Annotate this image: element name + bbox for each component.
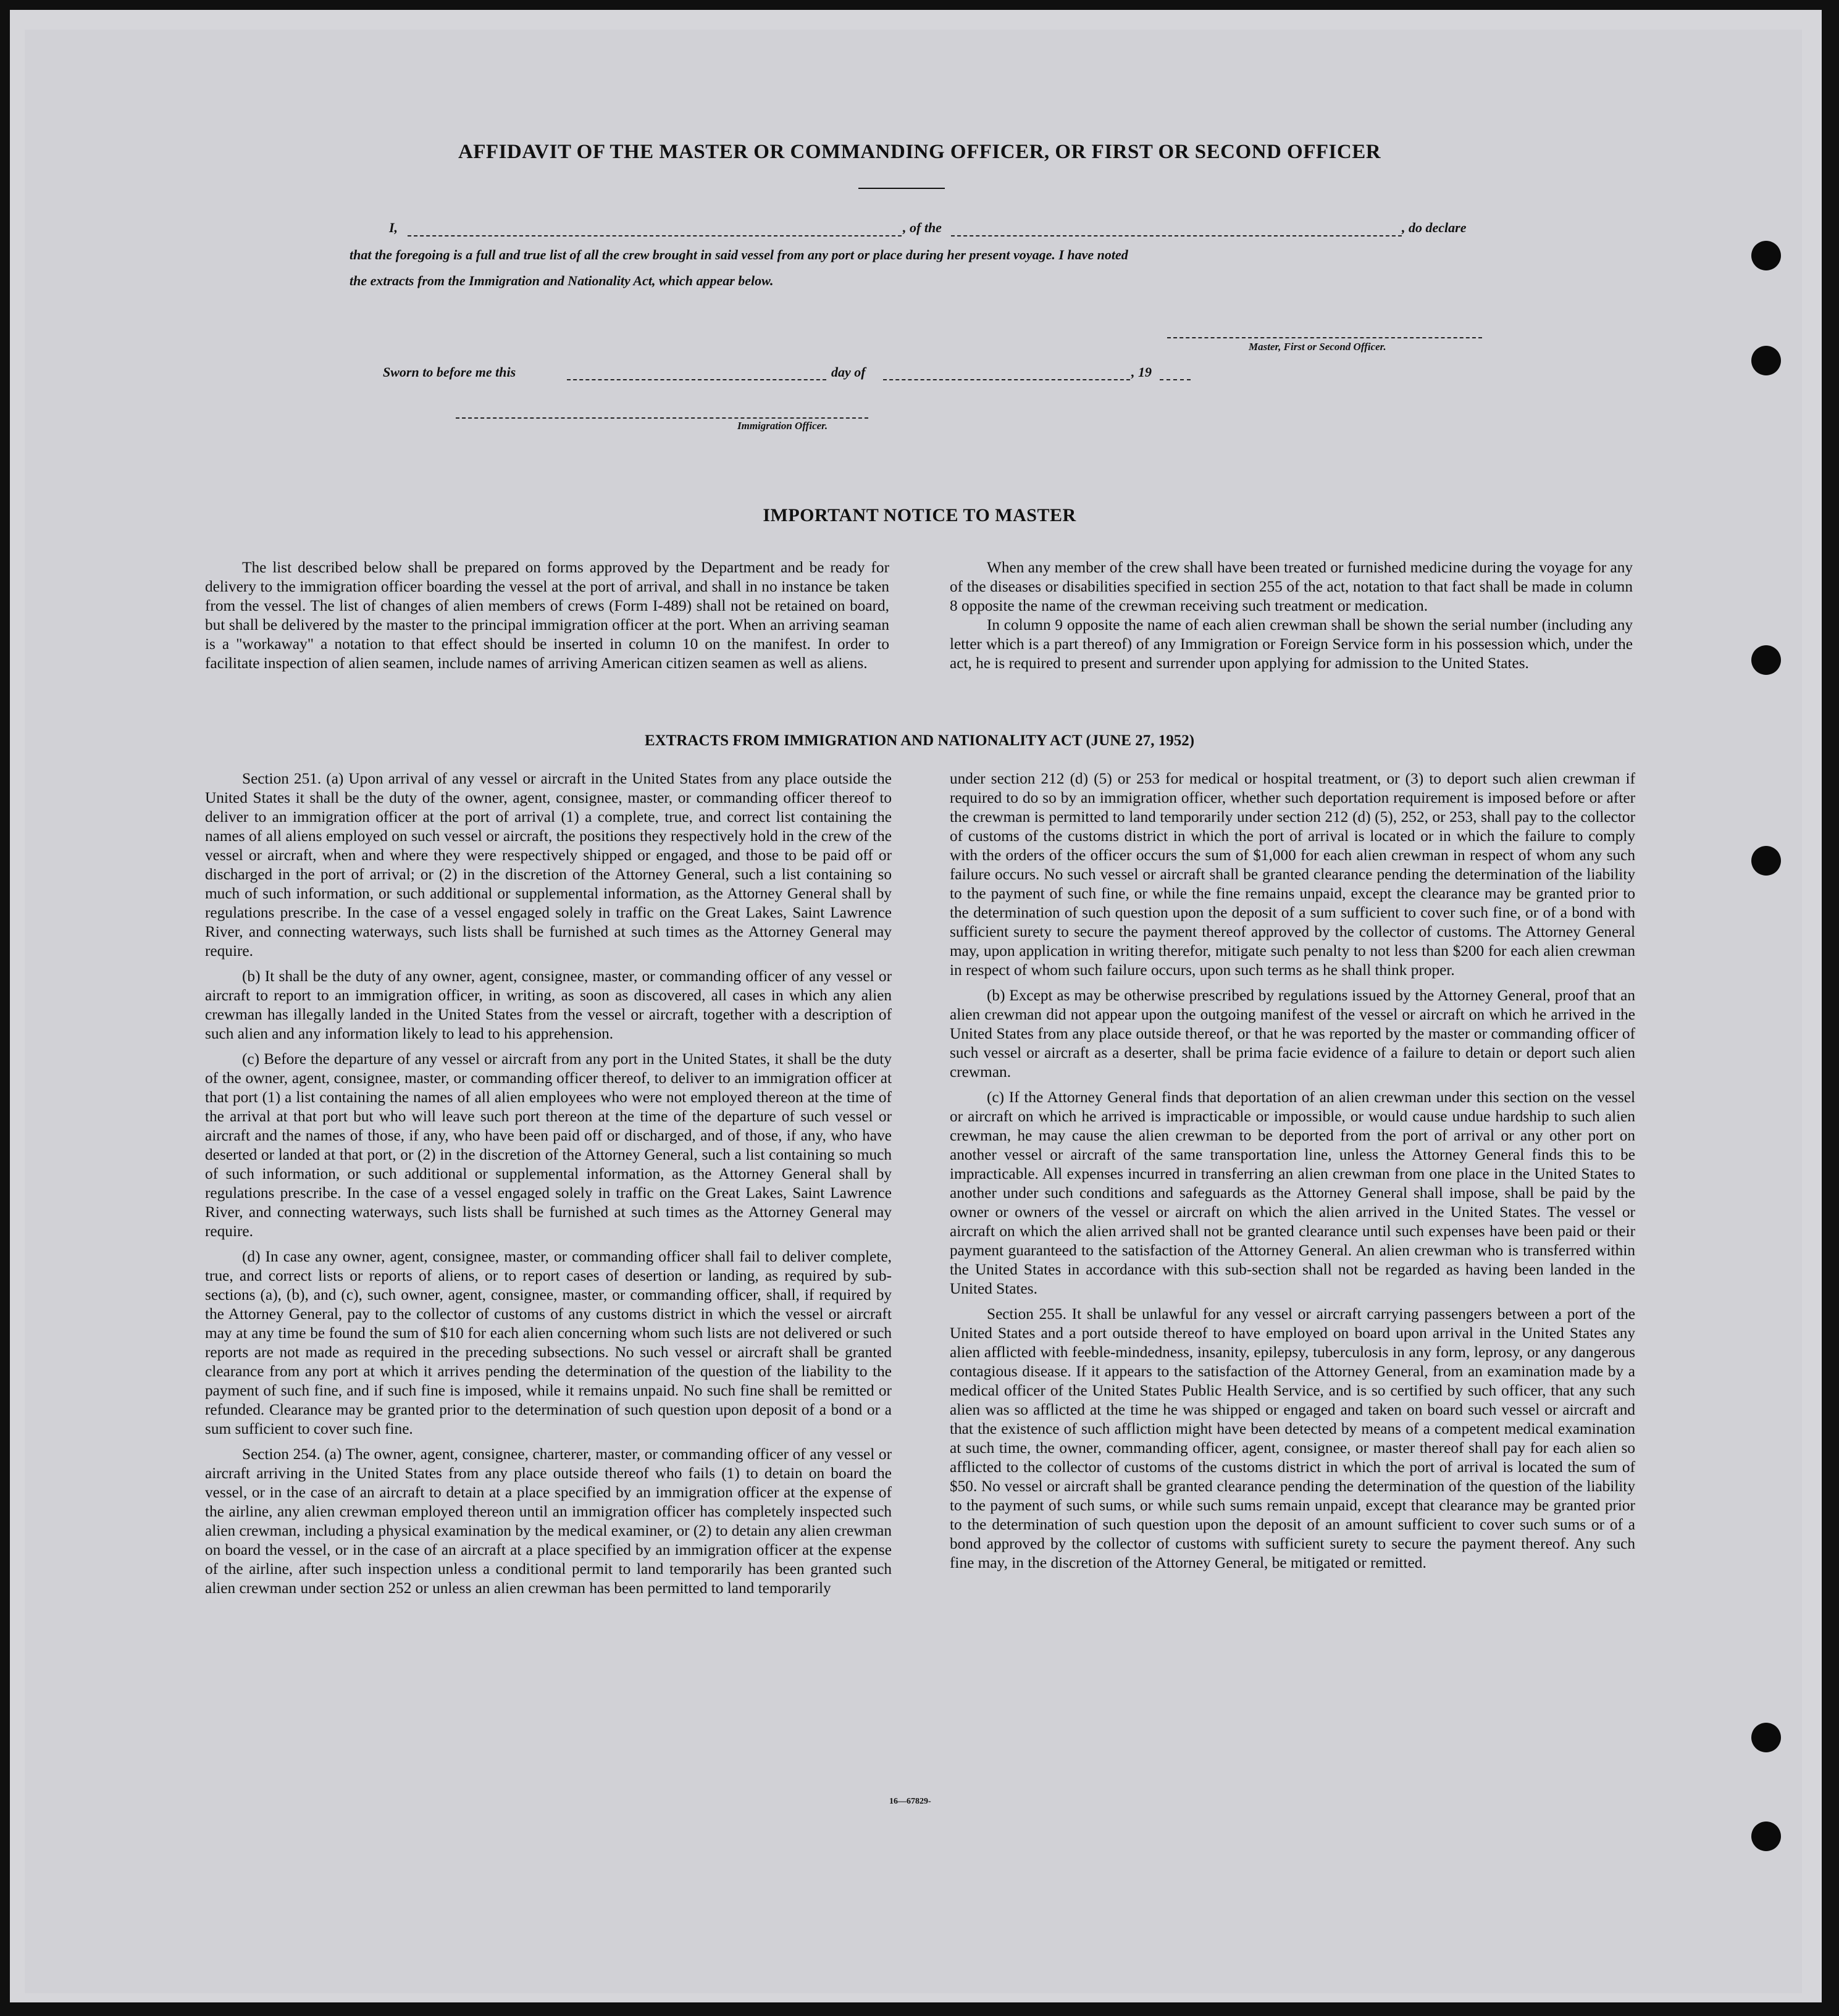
notice-right-paragraph-2: In column 9 opposite the name of each alien crewman shall be shown the serial number (including any letter which is a part thereof) of any Immigration or Foreign Service form in his possession which, under the act, he is required to present and surrender upon applying for admission to the United States.: [950, 616, 1633, 672]
extracts-left-column: [205, 769, 892, 1604]
punch-hole-icon: [1751, 1723, 1781, 1752]
punch-hole-icon: [1751, 1822, 1781, 1851]
section-251d: (d) In case any owner, agent, consignee, master, or commanding officer shall fail to deliver complete, true, and correct lists or reports of aliens, or to report cases of desertion or landing, as required by sub-sections (a), (b), and (c), such owner, agent, consignee, master, or commanding officer, shall, if required by the Attorney General, pay to the collector of customs of any customs district in which the vessel or aircraft may at any time be found the sum of $10 for each alien concerning whom such lists are not delivered or such reports are not made as required in the preceding subsections. No such vessel or aircraft shall be granted clearance from any port at which it arrives pending the determination of the question of the liability to the payment of such fine, and if such fine is imposed, while it remains unpaid. No such fine shall be remitted or refunded. Clearance may be granted prior to the determination of such question upon deposit of a bond or a sum sufficient to cover such fine.: [205, 1248, 892, 1437]
officer-signature-field[interactable]: [456, 417, 868, 419]
notice-left-paragraph: The list described below shall be prepared on forms approved by the Department and be ready for delivery to the immigration officer boarding the vessel at the port of arrival, and shall in no instance be taken from the vessel. The list of changes of alien members of crews (Form I-489) shall not be retained on board, but shall be delivered by the master to the principal immigration officer at the port. When an arriving seaman is a "workaway" a notation to that effect should be inserted in column 10 on the manifest. In order to facilitate inspection of alien seamen, include names of arriving American citizen seamen as well as aliens.: [205, 559, 889, 672]
declaration-line-1: that the foregoing is a full and true list of all the crew brought in said vessel from any port or place during her present voyage. I have noted: [350, 247, 1128, 262]
declaration-line-2: the extracts from the Immigration and Nationality Act, which appear below.: [350, 273, 774, 288]
section-254c: (c) If the Attorney General finds that deportation of an alien crewman under this section on the vessel or aircraft on which he arrived is impracticable or impossible, or would cause undue hardship to such alien crewman, he may cause the alien crewman to be deported from the port of arrival or any other port on another vessel or aircraft of the same transportation line, unless the Attorney General finds this to be impracticable. All expenses incurred in transferring an alien crewman from one place in the United States to another under such conditions and safeguards as the Attorney General shall impose, shall be paid by the owner or owners of the vessel or aircraft on which the alien arrived in the United States. The vessel or aircraft on which the alien arrived shall not be granted clearance until such expenses have been paid or their payment guaranteed to the satisfaction of the Attorney General. An alien crewman who is transferred within the United States in accordance with this sub-section shall not be regarded as having been landed in the United States.: [950, 1089, 1635, 1297]
punch-hole-icon: [1751, 846, 1781, 876]
section-254a-continued: under section 212 (d) (5) or 253 for medical or hospital treatment, or (3) to deport such alien crewman if required to do so by an immigration officer, whether such deportation requirement is imposed before or after the crewman is permitted to land temporarily under section 212 (d) (5), 252, or 253, shall pay to the collector of customs of the customs district in which the port of arrival is located or in which the failure to comply with the orders of the officer occurs the sum of $1,000 for each alien crewman in respect of whom any such failure occurs. No such vessel or aircraft shall be granted clearance pending the determination of the liability to the payment of such fine, or while the fine remains unpaid, except the clearance may be granted prior to the determination of such question upon the deposit of a sum sufficient to cover such fine, or of a bond with sufficient surety to secure the payment thereof approved by the collector of customs. The Attorney General may, upon application in writing therefor, mitigate such penalty to not less than $200 for each alien crewman in respect of whom such failure occurs, upon such terms as he shall think proper.: [950, 770, 1635, 979]
master-signature-field[interactable]: [1167, 337, 1482, 338]
extracts-title: EXTRACTS FROM IMMIGRATION AND NATIONALITY ACT (JUNE 27, 1952): [644, 732, 1195, 749]
section-251b: (b) It shall be the duty of any owner, agent, consignee, master, or commanding officer of any vessel or aircraft to report to an immigration officer, in writing, as soon as discovered, all cases in which any alien crewman has illegally landed in the United States from the vessel or aircraft, together with a description of such alien and any information likely to lead to his apprehension.: [205, 968, 892, 1042]
sworn-day-label: day of: [831, 364, 866, 380]
section-255: Section 255. It shall be unlawful for any vessel or aircraft carrying passengers between a port of the United States and a port outside thereof to have employed on board upon arrival in the United States any alien afflicted with feeble-mindedness, insanity, epilepsy, tuberculosis in any form, leprosy, or any dangerous contagious disease. If it appears to the satisfaction of the Attorney General, from an examination made by a medical officer of the United States Public Health Service, and is so certified by such officer, that any such alien was so afflicted at the time he was shipped or engaged and taken on board such vessel or aircraft and that the existence of such affliction might have been detected by means of a competent medical examination at such time, the owner, commanding officer, agent, consignee, or master thereof shall pay for each alien so afflicted to the collector of customs of the customs district in which the port of arrival is located the sum of $50. No vessel or aircraft shall be granted clearance pending the determination of the question of the liability to the payment of such sums, or while such sums remain unpaid, except that clearance may be granted prior to the determination of such question upon the deposit of an amount sufficient to cover such sums or of a bond approved by the collector of customs with sufficient surety to secure the payment thereof. Any such fine may, in the discretion of the Attorney General, be mitigated or remitted.: [950, 1305, 1635, 1571]
sworn-year-field[interactable]: [1160, 379, 1191, 380]
master-caption: Master, First or Second Officer.: [1249, 341, 1386, 353]
vessel-name-field[interactable]: [951, 235, 1402, 236]
extracts-right-column: [950, 769, 1635, 1579]
notice-right-column: [950, 558, 1633, 679]
sworn-year-label: , 19: [1131, 364, 1152, 380]
declare-text: , do declare: [1402, 220, 1467, 235]
title-underline: [858, 188, 945, 189]
sworn-month-field[interactable]: [883, 379, 1130, 380]
punch-hole-icon: [1751, 241, 1781, 270]
section-254b: (b) Except as may be otherwise prescribed by regulations issued by the Attorney General, proof that an alien crewman did not appear upon the outgoing manifest of the vessel or aircraft on which he arrived in the United States from any place outside thereof, or that he was reported by the master or commanding officer of such vessel or aircraft as a deserter, shall be prima facie evidence of a failure to detain or deport such alien crewman.: [950, 987, 1635, 1081]
punch-hole-icon: [1751, 645, 1781, 675]
notice-title: IMPORTANT NOTICE TO MASTER: [763, 505, 1076, 525]
declarant-prefix: I,: [389, 220, 398, 235]
section-251a: Section 251. (a) Upon arrival of any vessel or aircraft in the United States from any place outside the United States it shall be the duty of the owner, agent, consignee, master, or commanding officer thereof to deliver to an immigration officer at the port of arrival (1) a complete, true, and correct list containing the names of all aliens employed on such vessel or aircraft, the positions they respectively hold in the crew of the vessel or aircraft, when and where they were respectively shipped or engaged, and those to be paid off or discharged in the port of arrival; or (2) in the discretion of the Attorney General, such a list containing so much of such information, or such additional or supplemental information, as the Attorney General shall by regulations prescribe. In the case of a vessel engaged solely in traffic on the Great Lakes, Saint Lawrence River, and connecting waterways, such lists shall be furnished at such times as the Attorney General may require.: [205, 770, 892, 960]
officer-caption: Immigration Officer.: [737, 420, 828, 432]
notice-right-paragraph-1: When any member of the crew shall have been treated or furnished medicine during the voyage for any of the diseases or disabilities specified in section 255 of the act, notation to that fact shall be made in column 8 opposite the name of the crewman receiving such treatment or medication.: [950, 559, 1633, 614]
affidavit-title: AFFIDAVIT OF THE MASTER OR COMMANDING OFFICER, OR FIRST OR SECOND OFFICER: [458, 141, 1381, 163]
section-251c: (c) Before the departure of any vessel or aircraft from any port in the United States, it shall be the duty of the owner, agent, consignee, master, or commanding officer thereof, to deliver to an immigration officer at that port (1) a list containing the names of all alien employees who were not employed thereon at the time of the arrival at that port but who will leave such port thereon at the time of the departure of such vessel or aircraft and the names of those, if any, who have been paid off or discharged, and of those, if any, who have deserted or landed at that port, or (2) in the discretion of the Attorney General, such a list containing so much of such information, or such additional or supplemental information, as the Attorney General shall by regulations prescribe. In the case of a vessel engaged solely in traffic on the Great Lakes, Saint Lawrence River, and connecting waterways, such lists shall be furnished at such times as the Attorney General may require.: [205, 1050, 892, 1240]
declarant-name-field[interactable]: [408, 235, 902, 236]
punch-hole-icon: [1751, 346, 1781, 375]
vessel-prefix: , of the: [903, 220, 942, 235]
sworn-day-field[interactable]: [567, 379, 826, 380]
section-254a: Section 254. (a) The owner, agent, consignee, charterer, master, or commanding officer of any vessel or aircraft arriving in the United States from any place outside thereof who fails (1) to detain on board the vessel, or in the case of an aircraft to detain at a place specified by an immigration officer at the expense of the airline, any alien crewman employed thereon until an immigration officer has completely inspected such alien crewman, including a physical examination by the medical examiner, or (2) to detain any alien crewman on board the vessel, or in the case of an aircraft at a place specified by an immigration officer at the expense of the airline, after such inspection unless a conditional permit to land temporarily has been granted such alien crewman under section 252 or unless an alien crewman has been permitted to land temporarily: [205, 1445, 892, 1597]
sworn-prefix: Sworn to before me this: [383, 364, 516, 380]
form-code: 16—67829-: [889, 1797, 931, 1806]
